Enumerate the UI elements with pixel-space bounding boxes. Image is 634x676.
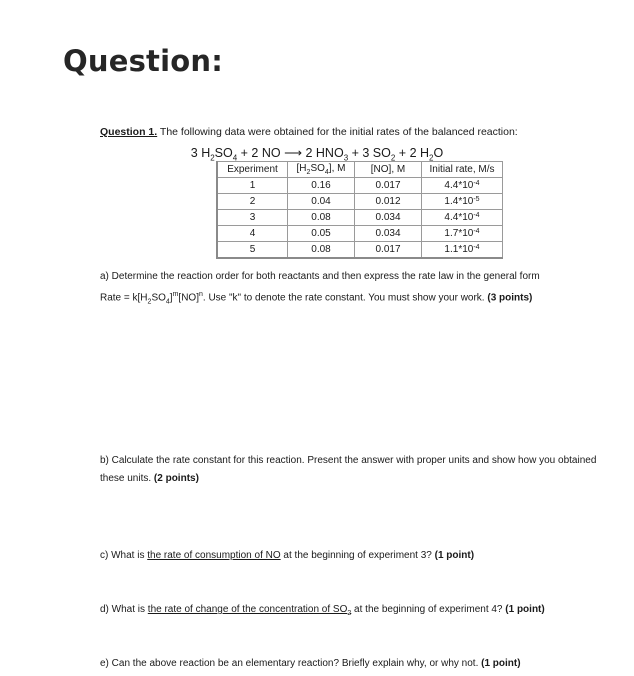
page-heading: Question: <box>63 44 223 78</box>
part-d-points: (1 point) <box>505 604 545 615</box>
cell-no: 0.034 <box>355 226 422 242</box>
part-b-points: (2 points) <box>153 473 199 484</box>
header-h2so4: $[H_2SO_4]$, M <box>288 162 355 178</box>
part-d-underlined: the rate of change of the concentration of $SO_2$ <box>147 604 352 617</box>
cell-experiment: 1 <box>217 178 288 194</box>
cell-h2so4: 0.16 <box>288 178 355 194</box>
eq-part: + 2 H <box>395 146 430 160</box>
cell-rate: $4.4*10^{-4}$ <box>422 210 503 226</box>
table-header-row <box>217 162 503 178</box>
table-row <box>217 194 503 210</box>
reaction-equation <box>0 145 634 163</box>
cell-experiment: 3 <box>217 210 288 226</box>
eq-sub: 3 <box>343 153 349 163</box>
cell-h2so4: 0.05 <box>288 226 355 242</box>
cell-h2so4: 0.08 <box>288 210 355 226</box>
question-intro-text: The following data were obtained for the initial rates of the balanced reaction: <box>157 126 518 138</box>
eq-sub: 2 <box>210 153 215 163</box>
table-row <box>217 226 503 242</box>
eq-part: O <box>433 146 444 160</box>
eq-sub: 4 <box>232 153 238 163</box>
eq-part: + 3 SO <box>348 146 391 160</box>
question-label: Question 1. <box>100 126 158 138</box>
cell-rate: $1.7*10^{-4}$ <box>422 226 503 242</box>
cell-h2so4: 0.08 <box>288 242 355 259</box>
cell-no: 0.012 <box>355 194 422 210</box>
part-b <box>100 452 610 488</box>
cell-no: 0.017 <box>355 242 422 259</box>
part-c-underlined: the rate of consumption of NO <box>147 550 281 561</box>
part-b-text: b) Calculate the rate constant for this reaction. Present the answer with proper units and show how you obtained these units. <box>100 455 597 484</box>
cell-rate: $1.4*10^{-5}$ <box>422 194 503 210</box>
table-row <box>217 242 503 259</box>
part-a-line1: a) Determine the reaction order for both reactants and then express the rate law in the general form <box>100 271 540 282</box>
cell-experiment: 2 <box>217 194 288 210</box>
cell-h2so4: 0.04 <box>288 194 355 210</box>
part-c-points: (1 point) <box>434 550 475 561</box>
cell-no: 0.017 <box>355 178 422 194</box>
eq-sub: 2 <box>390 153 396 163</box>
eq-part: + 2 NO ⟶ 2 HNO <box>237 146 344 160</box>
cell-experiment: 5 <box>217 242 288 259</box>
part-e-points: (1 point) <box>481 658 521 669</box>
part-a <box>100 268 600 311</box>
part-a-points: (3 points) <box>487 292 533 304</box>
header-rate: Initial rate, M/s <box>422 162 503 178</box>
cell-no: 0.034 <box>355 210 422 226</box>
cell-rate: $4.4*10^{-4}$ <box>422 178 503 194</box>
header-no: [NO], M <box>355 162 422 178</box>
part-e-text: e) Can the above reaction be an elementary reaction? Briefly explain why, or why not. <box>100 658 482 669</box>
eq-part: SO <box>214 146 233 160</box>
eq-sub: 2 <box>429 153 434 163</box>
question-intro <box>100 126 518 138</box>
part-a-line2: Rate = $k[H_2SO_4]^m[NO]^n$. Use "k" to denote the rate constant. You must show your work. (3 points) <box>100 291 533 306</box>
part-c: c) What is the rate of consumption of NO at the beginning of experiment 3? (1 point) <box>100 550 475 561</box>
part-e <box>100 655 521 673</box>
cell-experiment: 4 <box>217 226 288 242</box>
header-experiment: Experiment <box>217 162 288 178</box>
cell-rate: $1.1*10^{-4}$ <box>422 242 503 259</box>
part-d: d) What is the rate of change of the concentration of $SO_2$ at the beginning of experiment 4? (1 point) <box>100 604 545 617</box>
rate-data-table <box>216 161 503 259</box>
eq-part: 3 H <box>190 146 211 160</box>
table-row <box>217 210 503 226</box>
table-row <box>217 178 503 194</box>
